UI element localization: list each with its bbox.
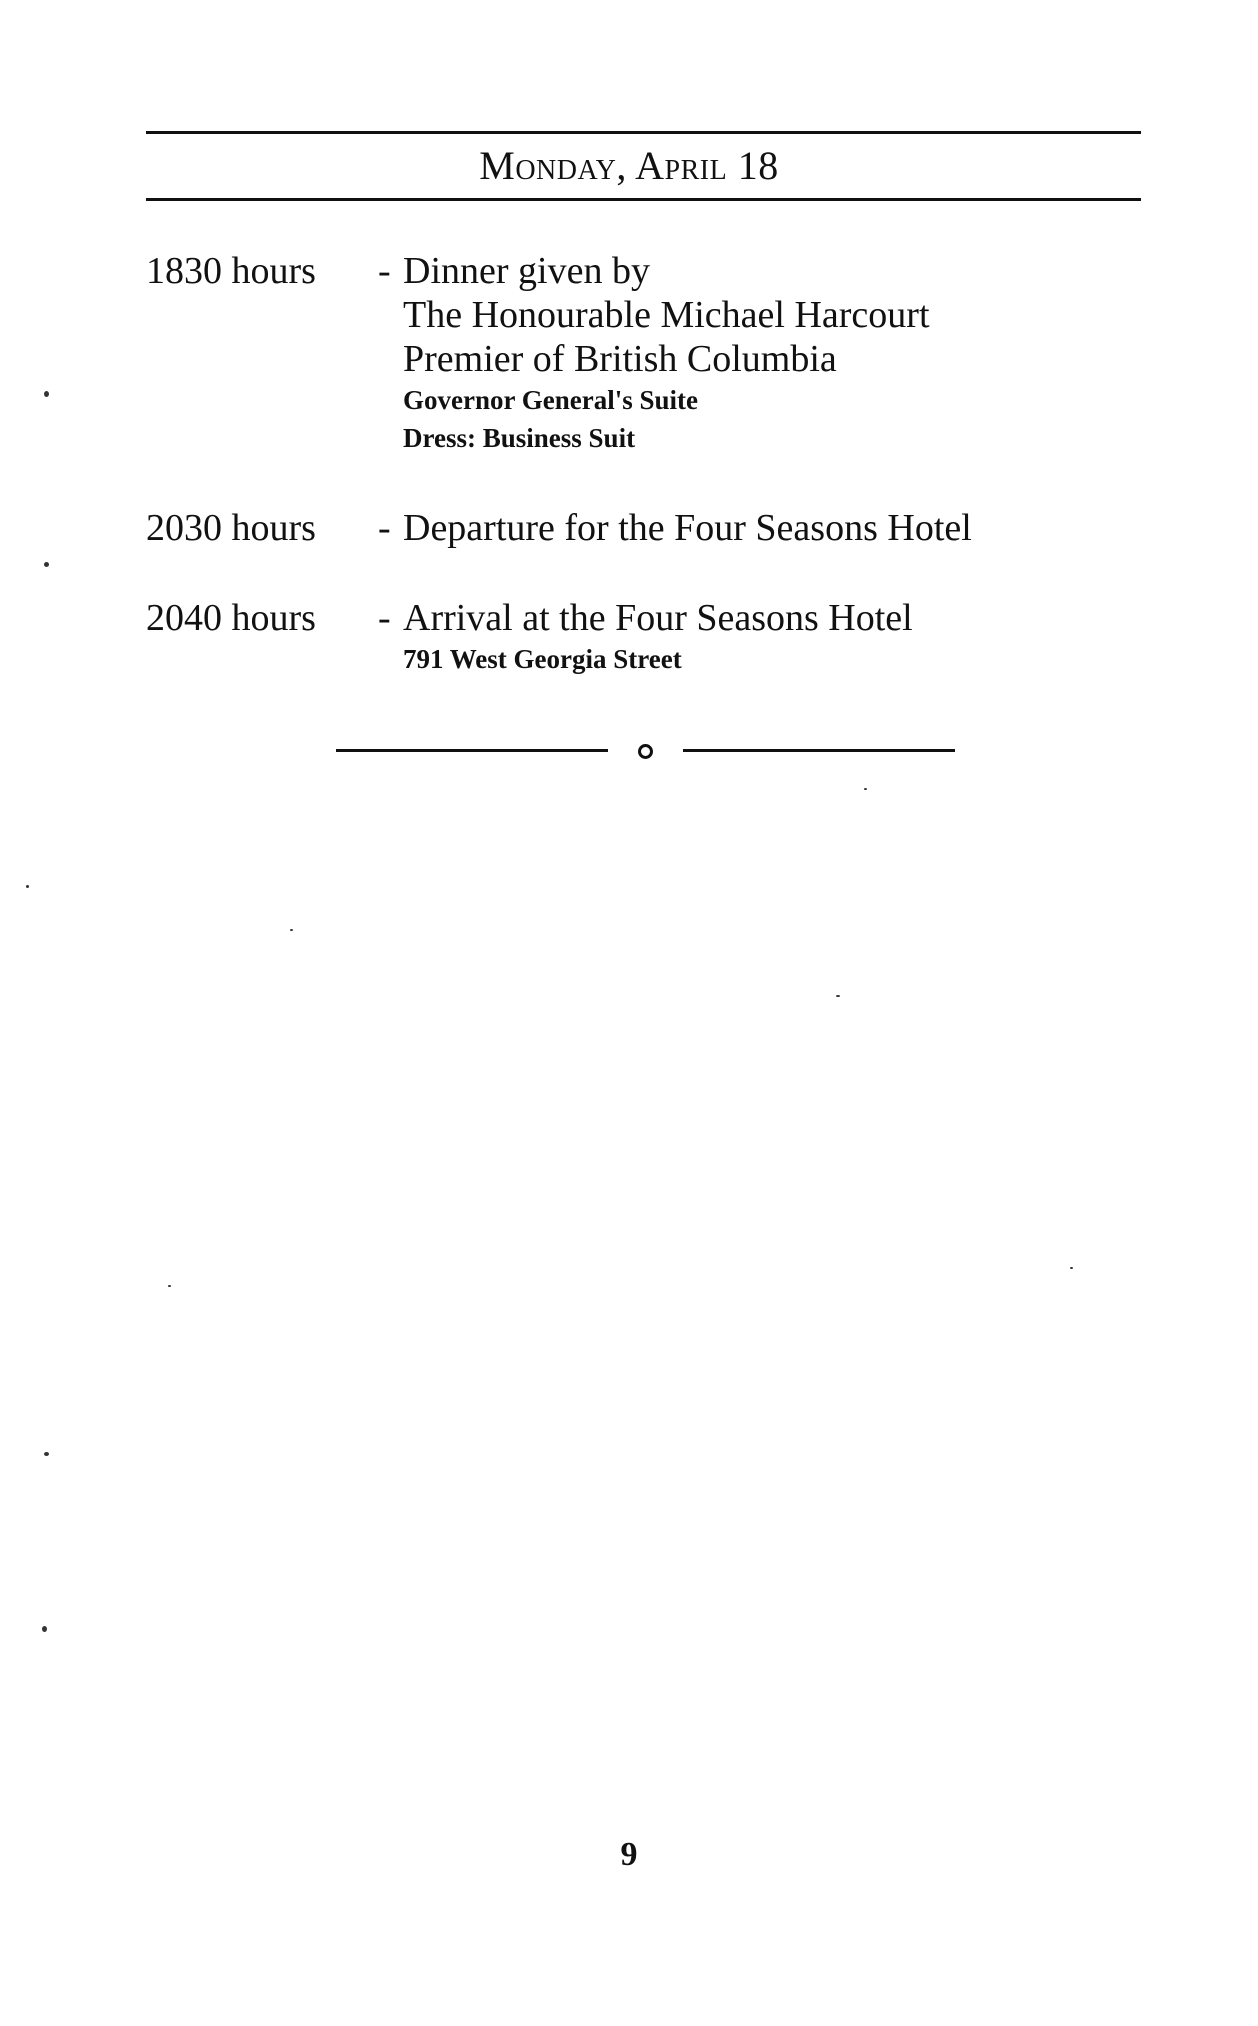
entry-details [403,249,1163,457]
entry-line: Premier of British Columbia [403,338,837,380]
header-top-rule [146,131,1141,134]
entry-dash: - [378,507,391,549]
divider-line-left [336,749,608,752]
scan-speck [168,1285,171,1287]
scan-speck [836,995,840,997]
divider-circle-icon [638,744,653,759]
entry-time: 2030 hours [146,507,316,549]
entry-address: 791 West Georgia Street [403,644,682,674]
entry-details [403,596,1163,678]
entry-location: Governor General's Suite [403,385,698,415]
entry-dash: - [378,597,391,639]
entry-dress-code: Dress: Business Suit [403,423,636,453]
entry-line: Departure for the Four Seasons Hotel [403,507,972,549]
scan-speck [864,788,867,790]
page-number: 9 [620,1836,638,1873]
entry-time: 2040 hours [146,597,316,639]
section-divider [0,740,1258,760]
scan-speck [26,885,29,888]
scan-speck [44,562,49,567]
scan-speck [44,1452,49,1456]
scan-speck [1070,1267,1073,1269]
entry-line: Arrival at the Four Seasons Hotel [403,597,913,639]
entry-details [403,506,1163,550]
entry-line: Dinner given by [403,250,650,292]
entry-time: 1830 hours [146,250,316,292]
scan-speck [42,1626,47,1632]
divider-line-right [683,749,955,752]
header-bottom-rule [146,198,1141,201]
entry-line: The Honourable Michael Harcourt [403,294,930,336]
scan-speck [44,391,49,397]
page-heading: Monday, April 18 [479,143,779,188]
entry-dash: - [378,250,391,292]
scan-speck [290,929,293,931]
